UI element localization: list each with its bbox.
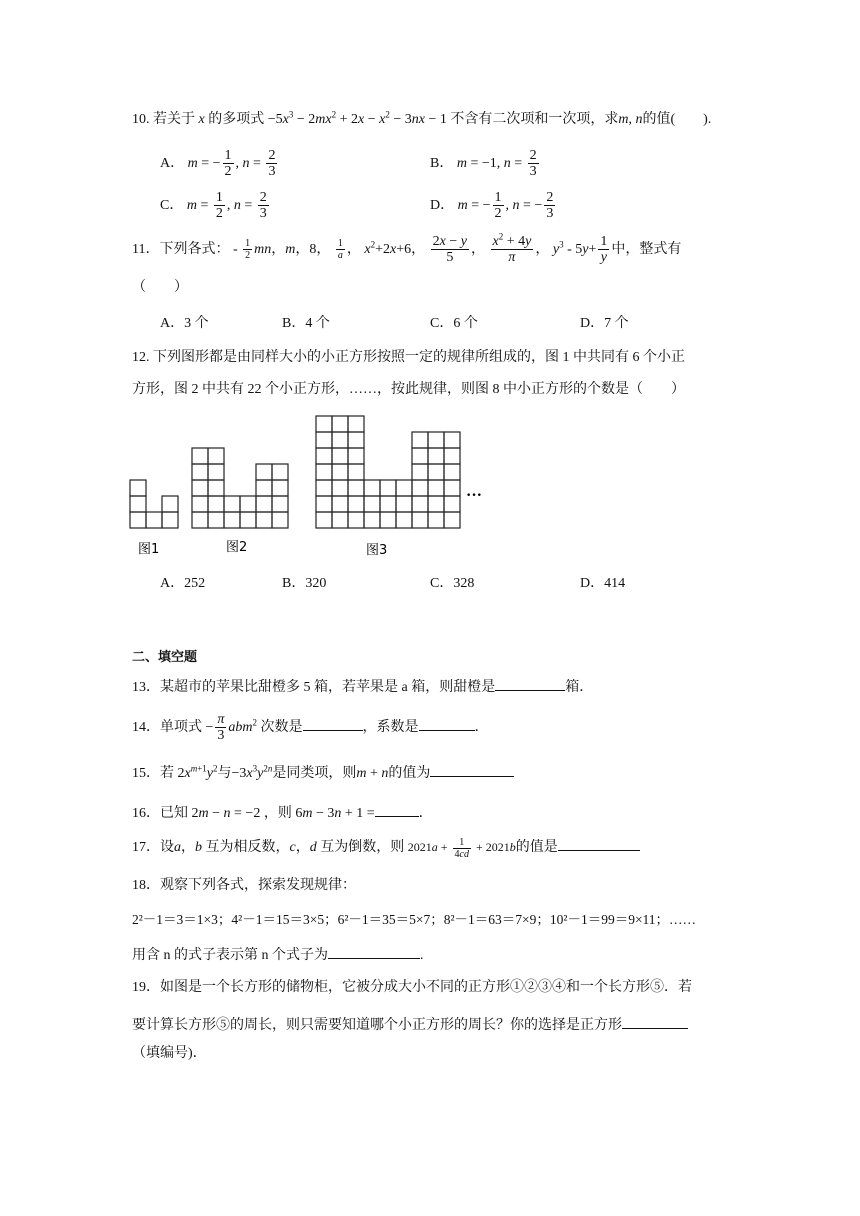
grid-cell bbox=[192, 464, 208, 480]
q11-option-a[interactable]: A．3 个 bbox=[160, 316, 209, 331]
grid-cell bbox=[348, 432, 364, 448]
q12-option-c[interactable]: C．328 bbox=[430, 576, 475, 591]
grid-fig3 bbox=[316, 416, 460, 528]
grid-cell bbox=[428, 448, 444, 464]
grid-cell bbox=[208, 448, 224, 464]
grid-cell bbox=[224, 512, 240, 528]
grid-cell bbox=[208, 512, 224, 528]
grid-cell bbox=[256, 480, 272, 496]
grid-cell bbox=[332, 496, 348, 512]
grid-cell bbox=[224, 496, 240, 512]
grid-cell bbox=[316, 416, 332, 432]
grid-cell bbox=[272, 512, 288, 528]
grid-cell bbox=[396, 496, 412, 512]
grid-cell bbox=[428, 480, 444, 496]
q16-answer-blank[interactable] bbox=[375, 802, 419, 817]
grid-cell bbox=[348, 464, 364, 480]
grid-cell bbox=[348, 512, 364, 528]
q19-line3: （填编号)． bbox=[132, 1046, 207, 1061]
grid-cell bbox=[272, 464, 288, 480]
q19-answer-blank[interactable] bbox=[622, 1014, 688, 1029]
grid-cell bbox=[444, 432, 460, 448]
grid-cell bbox=[412, 432, 428, 448]
grid-cell bbox=[332, 432, 348, 448]
grid-cell bbox=[348, 496, 364, 512]
grid-cell bbox=[348, 480, 364, 496]
grid-cell bbox=[332, 464, 348, 480]
grid-cell bbox=[332, 480, 348, 496]
q11-option-b[interactable]: B．4 个 bbox=[282, 316, 330, 331]
q12-line1: 12. 下列图形都是由同样大小的小正方形按照一定的规律所组成的，图 1 中共同有 6 个小正 bbox=[132, 350, 685, 365]
grid-cell bbox=[396, 512, 412, 528]
grid-cell bbox=[272, 480, 288, 496]
q12-option-d[interactable]: D．414 bbox=[580, 576, 626, 591]
q18-line1: 18．观察下列各式，探索发现规律： bbox=[132, 878, 356, 893]
grid-cell bbox=[316, 432, 332, 448]
q11-stem: 11．下列各式： - $\frac{1}{2}$ mn，m，8， $\frac{1}{a}$ ， $x^2+2x+6$， $\frac{2x - y}{5}$ ， $\frac{x^2 + 4y}{\pi}$ ， $y^3 - 5y+$ $\frac{1}{y}$ 中，整式有 bbox=[132, 231, 682, 266]
q14-degree-blank[interactable] bbox=[303, 716, 363, 731]
grid-cell bbox=[208, 464, 224, 480]
q18-line2: 2²－1＝3＝1×3；4²－1＝15＝3×5；6²－1＝35＝5×7；8²－1＝63＝7×9；10²－1＝99＝9×11；…… bbox=[132, 912, 697, 927]
grid-cell bbox=[428, 496, 444, 512]
q19-line1: 19．如图是一个长方形的储物柜，它被分成大小不同的正方形①②③④和一个长方形⑤．若 bbox=[132, 980, 692, 995]
q18-answer-blank[interactable] bbox=[328, 944, 420, 959]
grid-cell bbox=[444, 512, 460, 528]
q12-figure bbox=[126, 408, 486, 558]
q11-option-c[interactable]: C．6 个 bbox=[430, 316, 478, 331]
q10-polynomial: $-5x^3 - 2mx^2 + 2x - x^2 - 3nx - 1$ bbox=[267, 109, 447, 127]
q11-option-d[interactable]: D．7 个 bbox=[580, 316, 629, 331]
q10-stem: 10. 若关于 x 的多项式 $-5x^3 - 2mx^2 + 2x - x^2 - 3nx - 1$ 不含有二次项和一次项，求m, n的值( ). bbox=[132, 109, 712, 127]
grid-cell bbox=[364, 496, 380, 512]
grid-cell bbox=[332, 448, 348, 464]
q12-option-a[interactable]: A．252 bbox=[160, 576, 206, 591]
fig2-label: 图2 bbox=[226, 540, 248, 555]
grid-cell bbox=[256, 512, 272, 528]
grid-cell bbox=[412, 448, 428, 464]
grid-cell bbox=[316, 448, 332, 464]
q17: 17．设a，b 互为相反数，c，d 互为倒数，则 2021a + $\frac{1}{4cd}$ + 2021b的值是 bbox=[132, 836, 640, 860]
q19-line2: 要计算长方形⑤的周长，则只需要知道哪个小正方形的周长？你的选择是正方形 bbox=[132, 1014, 688, 1035]
grid-cell bbox=[380, 480, 396, 496]
grid-cell bbox=[412, 480, 428, 496]
grid-cell bbox=[396, 480, 412, 496]
q14: 14．单项式 − $\frac{\pi}{3}$ abm$^2$ 次数是 ，系数是 ． bbox=[132, 712, 489, 744]
q11-paren: （ ） bbox=[132, 280, 188, 295]
q18-line3: 用含 n 的式子表示第 n 个式子为 . bbox=[132, 944, 424, 965]
grid-cell bbox=[316, 480, 332, 496]
grid-cell bbox=[380, 496, 396, 512]
q14-coefficient-blank[interactable] bbox=[419, 716, 475, 731]
grid-cell bbox=[208, 496, 224, 512]
grid-cell bbox=[256, 464, 272, 480]
q17-answer-blank[interactable] bbox=[558, 836, 640, 851]
grid-cell bbox=[332, 512, 348, 528]
q13: 13．某超市的苹果比甜橙多 5 箱，若苹果是 a 箱，则甜橙是 箱． bbox=[132, 676, 593, 697]
q16: 16．已知 2m − n = −2 ，则 6m − 3n + 1 = ． bbox=[132, 802, 433, 823]
section-title: 二、填空题 bbox=[132, 650, 198, 665]
q10-option-c[interactable]: C． m = $\frac{1}{2}$ , n = $\frac{2}{3}$ bbox=[160, 190, 267, 222]
grid-cell bbox=[444, 480, 460, 496]
grid-cell bbox=[192, 480, 208, 496]
continuation-dots: ··· bbox=[466, 487, 483, 504]
grid-cell bbox=[364, 512, 380, 528]
q13-answer-blank[interactable] bbox=[495, 676, 565, 691]
grid-cell bbox=[332, 416, 348, 432]
q10-option-b[interactable]: B． m = −1, n = $\frac{2}{3}$ bbox=[430, 148, 537, 180]
grid-cell bbox=[192, 512, 208, 528]
grid-cell bbox=[192, 496, 208, 512]
grid-cell bbox=[428, 464, 444, 480]
grid-cell bbox=[444, 496, 460, 512]
grid-fig1 bbox=[130, 480, 178, 528]
fig3-label: 图3 bbox=[366, 543, 388, 558]
q10-option-d[interactable]: D． m = − $\frac{1}{2}$ , n = − $\frac{2}{3}$ bbox=[430, 190, 554, 222]
q12-option-b[interactable]: B．320 bbox=[282, 576, 327, 591]
grid-cell bbox=[316, 496, 332, 512]
grid-cell bbox=[256, 496, 272, 512]
q15-answer-blank[interactable] bbox=[430, 762, 514, 777]
grid-cell bbox=[192, 448, 208, 464]
grid-cell bbox=[208, 480, 224, 496]
grid-cell bbox=[316, 512, 332, 528]
grid-cell bbox=[428, 432, 444, 448]
grid-cell bbox=[412, 496, 428, 512]
grid-fig2 bbox=[192, 448, 288, 528]
grid-cell bbox=[272, 496, 288, 512]
q12-line2: 方形，图 2 中共有 22 个小正方形，……，按此规律，则图 8 中小正方形的个数是（ ） bbox=[132, 382, 685, 397]
grid-cell bbox=[240, 512, 256, 528]
grid-cell bbox=[348, 416, 364, 432]
grid-cell bbox=[380, 512, 396, 528]
grid-cell bbox=[348, 448, 364, 464]
q10-option-a[interactable]: A． m = − $\frac{1}{2}$ , n = $\frac{2}{3}$ bbox=[160, 148, 276, 180]
grid-cell bbox=[444, 464, 460, 480]
grid-cell bbox=[412, 512, 428, 528]
fig1-label: 图1 bbox=[138, 542, 160, 557]
grid-cell bbox=[444, 448, 460, 464]
grid-cell bbox=[364, 480, 380, 496]
q15: 15．若 $2x^{m+1}y^2$与$-3x^3y^{2n}$是同类项，则m + n的值为 bbox=[132, 762, 514, 783]
grid-cell bbox=[316, 464, 332, 480]
grid-cell bbox=[428, 512, 444, 528]
grid-cell bbox=[412, 464, 428, 480]
grid-cell bbox=[240, 496, 256, 512]
